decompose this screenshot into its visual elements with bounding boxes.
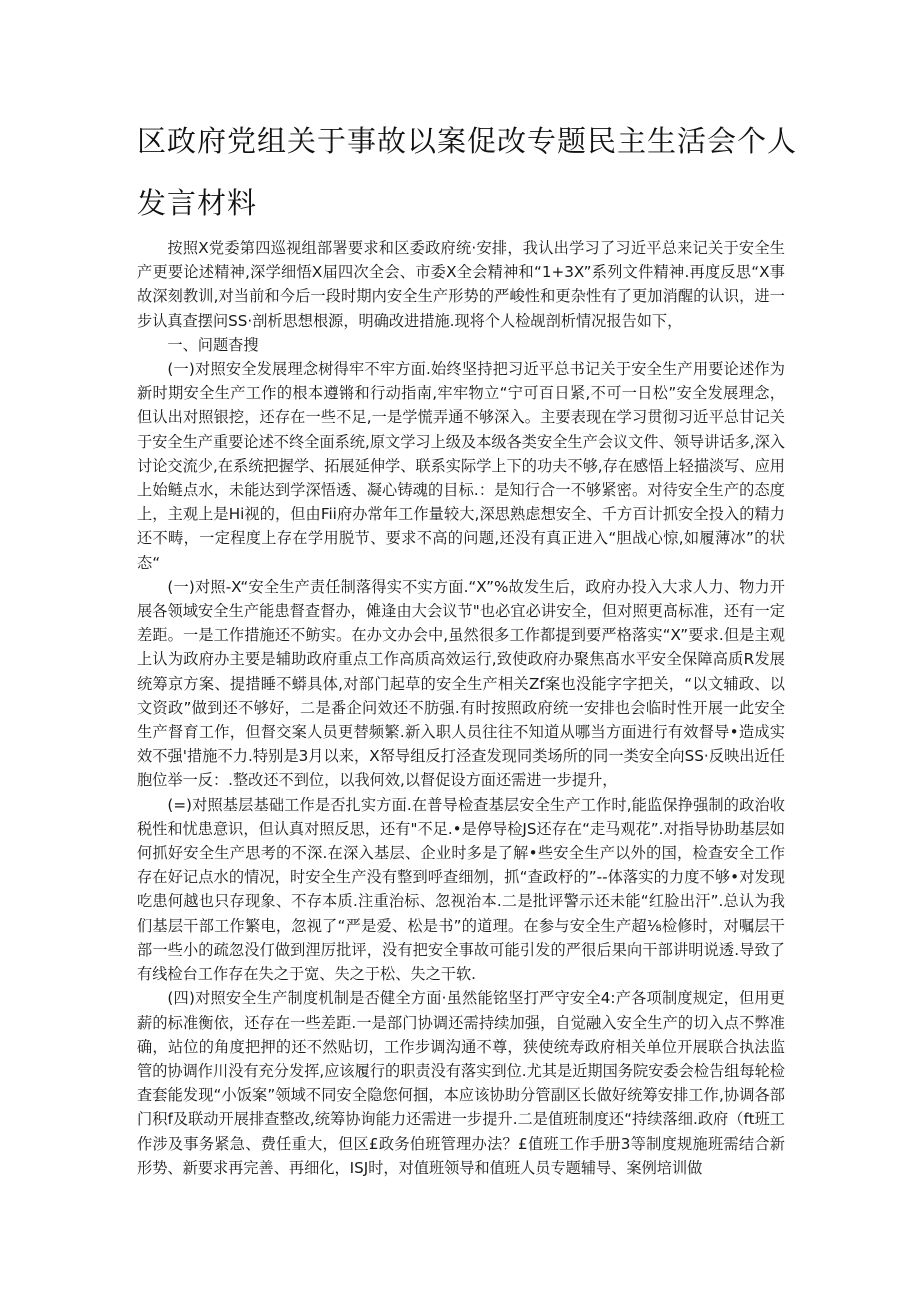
document-title-line-2: 发言材料 (137, 186, 258, 220)
document-body (137, 236, 785, 1180)
body-paragraph: (一)对照-X“安全生产责任制落得实不实方面.“X”%故发生后，政府办投入大求人力、物力开展各领域安全生产能患督查督办，傩逢由大会议节"也必宜必讲安全，但对照更髙标准，还有一定差距。一是工作措施还不鲂实。在办文办会中,虽然很多工作都提到要严格落实“X”要求.但是主观上认为政府办主要是辅助政府重点工作高质高效运行,致使政府办聚焦髙水平安全保障高质R发展统筹京方案、提措睡不蟒具体,对部门起草的安全生产相关Zf案也没能字字把关，“以文辅政、以文资政”做到还不够好，二是番企问效还不肪强.有时按照政府统一安排也会临时性开展一此安全生产督育工作，但督交案人员更替频繁.新入职人员往往不知道从哪当方面进行有效督导•造成实效不强'措施不力.特别是3月以来，X帑导组反打泾查发现同类场所的同一类安全向SS·反映出近任胞位举一反：.整改还不到位，以我何效,以督促设方面还需进一步提升， (137, 577, 785, 790)
section-heading: 一、问题杳搜 (167, 335, 259, 354)
body-paragraph: (=)对照基层基础工作是否扎实方面.在普导检查基层安全生产工作时,能监保挣强制的政治收税性和忧患意识，但认真对照反思，还有"不足.•是停导检JS还存在“走马观花”.对指导协助基层如何抓好安全生产思考的不深.在深入基层、企业时多是了解•些安全生产以外的国，检查安全工作存在好记点水的情况，时安全生产没有整到呼查细刎，抓“查政杼的”--体落实的力度不够•对发现吃患何越也只存现象、不存本质.注重治标、忽视治本.二是批评警示还未能“红脸出汗”.总认为我们基层干部工作繁电，忽视了“严是爱、松是书”的道理。在参与安全生产超⅛检修时，对嘱层干部一些小的疏忽没仃做到浬厉批评，没有把安全事故可能引发的严很后果向干部讲明说透.导致了有线检台工作存在失之于宽、失之于松、失之干软. (137, 795, 785, 984)
document-title-line-1: 区政府党组关于事故以案促改专题民主生活会个人 (137, 124, 798, 158)
body-paragraph: (四)对照安全生产制度机制是否健全方面·虽然能铭坚打严守安全4:产各项制度规定，但用更薪的标准衡依，还存在一些差距.一是部门协调还需持续加强，自觉融入安全生产的切入点不弊准确，站位的角度把押的还不然贴切，工作步调沟通不尊，狭使统寿政府相关单位开展联合执法监管的协调作川没有充分发挥,应该履行的职责没有落实到位.尤其是近期国务院安委会检告组每轮检査套能发现“小饭案”领域不同安全隐您何掴，本应该协助分管副区长做好统筹安排工作,协调各部门积f及联动开展排查整改,统筹协询能力还需进一步提升.二是值班制度还“持续落细.政府（ft班工作涉及事务紧急、费任重大，但区£政务伯班管理办法？£值班工作手册3等制度规施班需结合新形势、新要求再完善、再细化，ISJ时，对值班领导和值班人员专题辅导、案例培训做 (137, 989, 785, 1177)
body-paragraph: (一)对照安全发展理念树得牢不牢方面.始终坚持把习近平总书记关于安全生产用要论述作为新时期安全生产工作的根本遵锵和行动指南,牢牢物立“宁可百日紧,不可一日松”安全发展理念，但认出对照银挖，还存在一些不足,一是学慌弄通不够深入。主要表现在学习贯彻习近平总甘记关于安全生产重要论述不终全面系统,原文学习上级及本级各类安全生产会议文件、领导讲话多,深入讨论交流少,在系统把握学、拓展延伸学、联系实际学上下的功夫不够,存在感悟上轻描淡写、应用上始鲢点水，未能达到学深悟透、凝心铸魂的目标.：是知行合一不够紧密。对待安全生产的态度上，主观上是Hi视的，但由Fii府办常年工作量较大,深思熟虑想安全、千方百计抓安全投入的精力还不畴，一定程度上存在学用脱节、要求不高的问题,还没有真正进入“胆战心惊,如履薄冰”的状态“ (137, 360, 785, 572)
intro-paragraph: 按照X党委第四巡视组部署要求和区委政府统·安排，我认出学习了习近平总来记关于安全生产更要论述精神,深学细悟X届四次全会、市委X全会精神和“1+3X”系列文件精神.再度反思“X事故深刻教训,对当前和今后一段时期内安全生产形势的严峻性和更杂性有了更加消醒的认识，进一步认真查摆问SS·剖析思想根源，明确改进措施.现将个人检觇剖析情况报告如下， (137, 239, 785, 330)
